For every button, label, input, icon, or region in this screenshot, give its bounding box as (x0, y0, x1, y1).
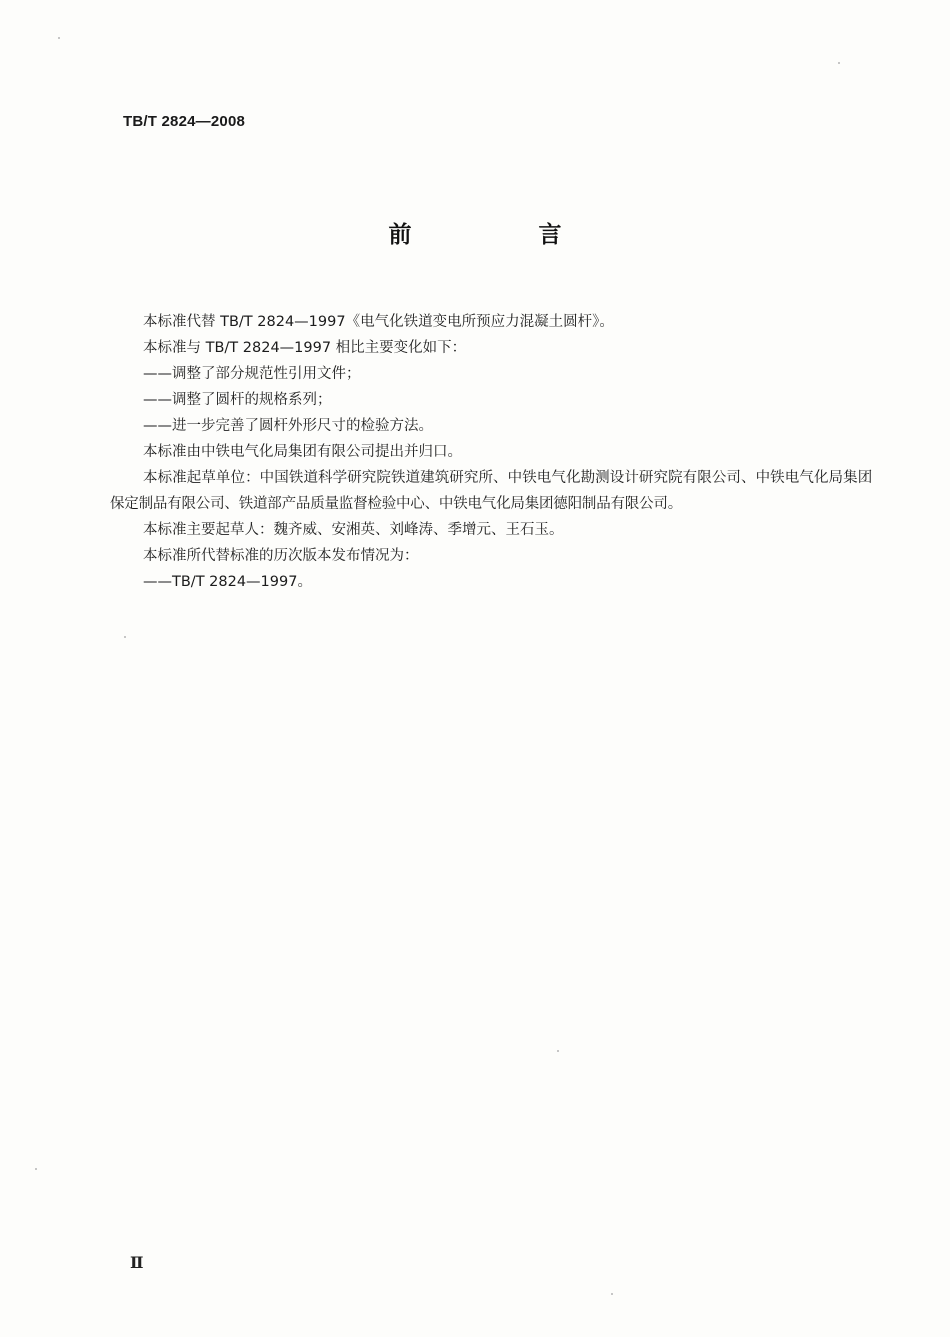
standard-code-header: TB/T 2824—2008 (123, 113, 246, 130)
scan-speck (35, 1168, 37, 1170)
scan-speck (58, 37, 60, 39)
scan-speck (557, 1050, 559, 1052)
change-item-specifications: ——调整了圆杆的规格系列； (143, 392, 332, 408)
version-history-item: ——TB/T 2824—1997。 (143, 574, 312, 590)
paragraph-drafters: 本标准主要起草人：魏齐威、安湘英、刘峰涛、季增元、王石玉。 (143, 522, 564, 538)
scan-speck (838, 62, 840, 64)
scan-speck (124, 636, 126, 638)
paragraph-version-history: 本标准所代替标准的历次版本发布情况为： (143, 548, 419, 564)
paragraph-proposer: 本标准由中铁电气化局集团有限公司提出并归口。 (143, 444, 462, 460)
page-number: Ⅱ (130, 1253, 144, 1272)
foreword-body (110, 309, 872, 595)
paragraph-replacement: 本标准代替 TB/T 2824—1997《电气化铁道变电所预应力混凝土圆杆》。 (143, 314, 614, 330)
change-item-inspection: ——进一步完善了圆杆外形尺寸的检验方法。 (143, 418, 433, 434)
paragraph-drafting-units: 本标准起草单位：中国铁道科学研究院铁道建筑研究所、中铁电气化勘测设计研究院有限公司、中铁电气化局集团保定制品有限公司、铁道部产品质量监督检验中心、中铁电气化局集团德阳制品有限公司。 (110, 470, 872, 512)
paragraph-changes-intro: 本标准与 TB/T 2824—1997 相比主要变化如下： (143, 340, 467, 356)
foreword-title: 前 言 (388, 222, 614, 248)
change-item-references: ——调整了部分规范性引用文件； (143, 366, 361, 382)
scan-speck (611, 1293, 613, 1295)
